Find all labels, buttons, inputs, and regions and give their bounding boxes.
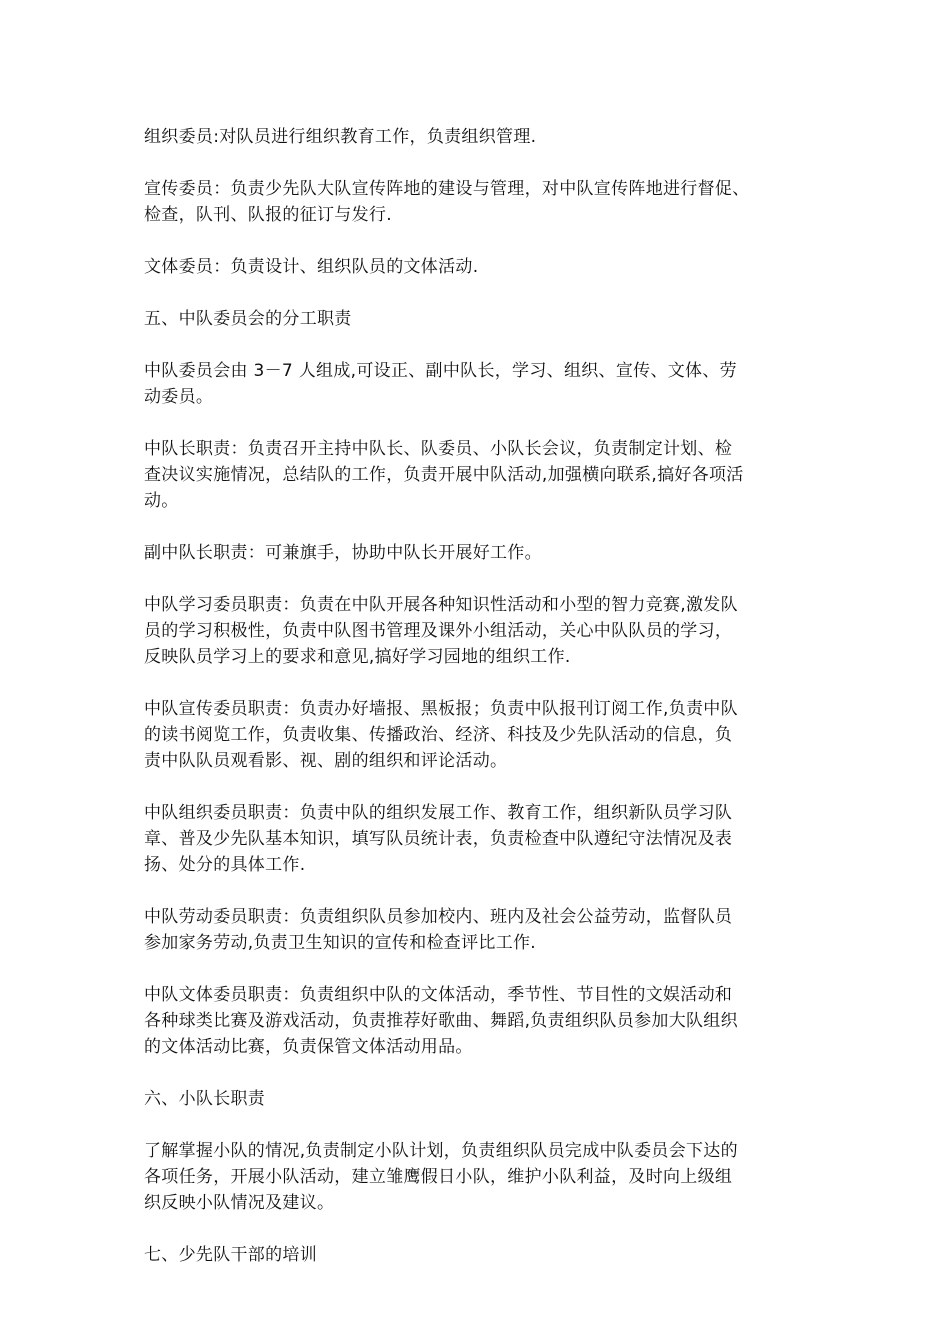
paragraph-publicity-member-duties: 中队宣传委员职责：负责办好墙报、黑板报；负责中队报刊订阅工作,负责中队 的读书阅览工作，负责收集、传播政治、经济、科技及少先队活动的信息，负 责中队队员观看影、视、剧的组织和评论活动。 <box>144 699 738 771</box>
paragraph-squadron-leader-duties: 中队长职责：负责召开主持中队长、队委员、小队长会议，负责制定计划、检 查决议实施情况，总结队的工作，负责开展中队活动,加强横向联系,搞好各项活 动。 <box>144 439 744 511</box>
section-heading-six: 六、小队长职责 <box>144 1089 266 1109</box>
document-body <box>144 124 824 1294</box>
section-heading-five: 五、中队委员会的分工职责 <box>144 309 352 329</box>
paragraph-organization-member-duties: 中队组织委员职责：负责中队的组织发展工作、教育工作，组织新队员学习队 章、普及少先队基本知识，填写队员统计表，负责检查中队遵纪守法情况及表 扬、处分的具体工作. <box>144 803 733 875</box>
paragraph-deputy-leader-duties: 副中队长职责：可兼旗手，协助中队长开展好工作。 <box>144 543 542 563</box>
paragraph-publicity-member: 宣传委员：负责少先队大队宣传阵地的建设与管理，对中队宣传阵地进行督促、 检查，队刊、队报的征订与发行. <box>144 179 750 225</box>
paragraph-team-leader-duties: 了解掌握小队的情况,负责制定小队计划，负责组织队员完成中队委员会下达的 各项任务，开展小队活动，建立雏鹰假日小队，维护小队利益，及时向上级组 织反映小队情况及建议。 <box>144 1141 738 1213</box>
paragraph-culture-member-duties: 中队文体委员职责：负责组织中队的文体活动，季节性、节目性的文娱活动和 各种球类比赛及游戏活动，负责推荐好歌曲、舞蹈,负责组织队员参加大队组织 的文体活动比赛，负责保管文体活动用品。 <box>144 985 738 1057</box>
paragraph-culture-sports-member: 文体委员：负责设计、组织队员的文体活动. <box>144 257 479 277</box>
paragraph-organization-member: 组织委员:对队员进行组织教育工作，负责组织管理. <box>144 127 537 147</box>
section-heading-seven: 七、少先队干部的培训 <box>144 1245 317 1265</box>
paragraph-study-member-duties: 中队学习委员职责：负责在中队开展各种知识性活动和小型的智力竞赛,激发队 员的学习积极性，负责中队图书管理及课外小组活动，关心中队队员的学习， 反映队员学习上的要求和意见,搞好学习园地的组织工作. <box>144 595 738 667</box>
paragraph-labor-member-duties: 中队劳动委员职责：负责组织队员参加校内、班内及社会公益劳动，监督队员 参加家务劳动,负责卫生知识的宣传和检查评比工作. <box>144 907 733 953</box>
paragraph-committee-composition: 中队委员会由 3－7 人组成,可设正、副中队长，学习、组织、宣传、文体、劳 动委员。 <box>144 361 737 407</box>
